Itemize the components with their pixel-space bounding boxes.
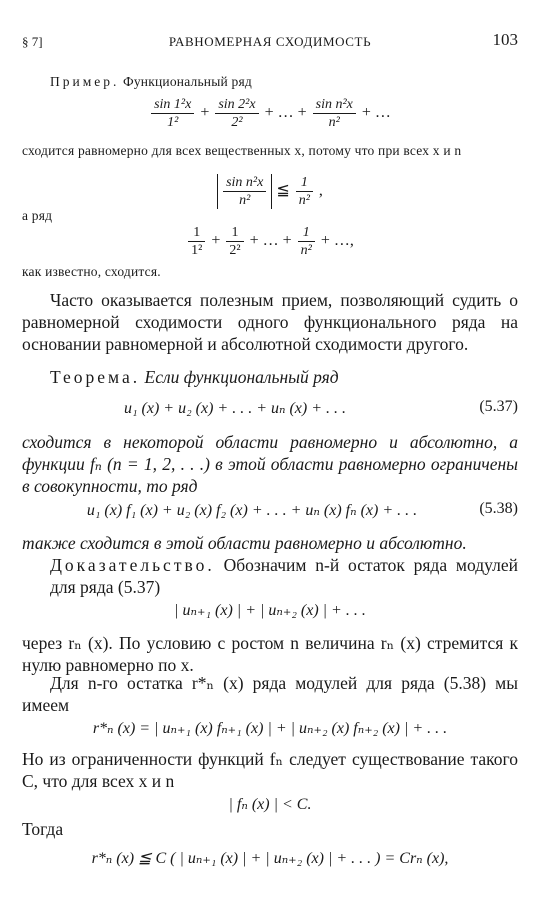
bound-fraction: $\frac{\text{sin n²x}}{\text{n²}}$ — [223, 174, 266, 209]
section-marker: § 7] — [22, 34, 43, 49]
known-text: как известно, сходится. — [22, 264, 161, 279]
equation-5-37 — [22, 398, 518, 420]
rstar-formula: r*ₙ (x) = | uₙ₊₁ (x) fₙ₊₁ (x) | + | uₙ₊₂ (x) fₙ₊₂ (x) | + . . . — [92, 720, 448, 737]
proof-text-1: Обозначим n-й остаток ряда модулей для ряда (5.37) — [50, 555, 518, 597]
then-text: Тогда — [22, 819, 64, 839]
eq-5-38-body: u₁ (x) f₁ (x) + u₂ (x) f₂ (x) + . . . + uₙ (x) fₙ (x) + . . . — [86, 502, 418, 519]
eq-5-38-number: (5.38) — [479, 500, 518, 517]
example-series-formula — [22, 96, 518, 136]
series-term-1: $\frac{\text{sin 1²x}}{\text{1²}}$ — [151, 96, 194, 131]
example-label: Пример. — [50, 74, 120, 89]
theorem-text-1: Если функциональный ряд — [144, 367, 339, 387]
example-intro — [50, 74, 510, 90]
final-inequality: r*ₙ (x) ≦ C ( | uₙ₊₁ (x) | + | uₙ₊₂ (x) | + . . . ) = Crₙ (x), — [91, 850, 449, 867]
series2-term-n: $\frac{1}{\text{n²}}$ — [298, 224, 315, 259]
series-tail: + … — [361, 104, 391, 122]
theorem-label: Теорема. — [50, 367, 141, 387]
running-header — [22, 30, 518, 54]
running-title: РАВНОМЕРНАЯ СХОДИМОСТЬ — [168, 34, 372, 49]
proof-text-3: Для n-го остатка r*ₙ (x) ряда модулей для ряда (5.38) мы имеем — [22, 673, 518, 715]
plus-sign: + — [211, 232, 221, 250]
proof-text-2: через rₙ (x). По условию с ростом n величина rₙ (x) стремится к нулю равномерно по x. — [22, 633, 518, 675]
series-term-n: $\frac{\text{sin n²x}}{\text{n²}}$ — [313, 96, 356, 131]
theorem-heading — [50, 366, 518, 388]
harmonic-series-formula — [22, 224, 518, 262]
proof-label: Доказательство. — [50, 555, 215, 575]
equation-5-38 — [22, 500, 518, 522]
abs-bars — [217, 174, 272, 209]
example-lead: Функциональный ряд — [122, 74, 252, 89]
eq-5-37-body: u₁ (x) + u₂ (x) + . . . + uₙ (x) + . . . — [123, 400, 347, 417]
intro-paragraph: Часто оказывается полезным прием, позволяющий судить о равномерной сходимости одного функционального ряда на основании равномерной и абсолютной сходимости другого. — [22, 290, 518, 354]
eq-5-37-number: (5.37) — [479, 398, 518, 415]
series-term-2: $\frac{\text{sin 2²x}}{\text{2²}}$ — [215, 96, 258, 131]
page-number: 103 — [492, 30, 518, 49]
proof-heading — [50, 554, 518, 598]
leq-sign: ≦ — [276, 182, 290, 200]
series2-term-1: $\frac{1}{\text{1²}}$ — [188, 224, 205, 259]
plus-sign: + — [200, 104, 210, 122]
and-series-text: а ряд — [22, 208, 53, 223]
bound-c-formula: | fₙ (x) | < C. — [228, 796, 312, 813]
series2-term-2: $\frac{1}{\text{2²}}$ — [226, 224, 243, 259]
remainder-formula: | uₙ₊₁ (x) | + | uₙ₊₂ (x) | + . . . — [174, 602, 366, 619]
series2-ellipsis: + … + — [249, 232, 292, 250]
comma: , — [318, 182, 323, 200]
series2-tail: + …, — [320, 232, 354, 250]
proof-text-4: Но из ограниченности функций fₙ следует существование такого C, что для всех x и n — [22, 749, 518, 791]
theorem-text-2: сходится в некоторой области равномерно и абсолютно, а функции fₙ (n = 1, 2, . . .) в этой области равномерно ограничены в совокупности, то ряд — [22, 432, 518, 496]
bound-formula — [22, 174, 518, 212]
converges-text: сходится равномерно для всех вещественных x, потому что при всех x и n — [22, 143, 462, 158]
series-ellipsis: + … + — [264, 104, 307, 122]
bound-rhs: $\frac{1}{\text{n²}}$ — [296, 174, 313, 209]
theorem-text-3: также сходится в этой области равномерно и абсолютно. — [22, 533, 467, 553]
